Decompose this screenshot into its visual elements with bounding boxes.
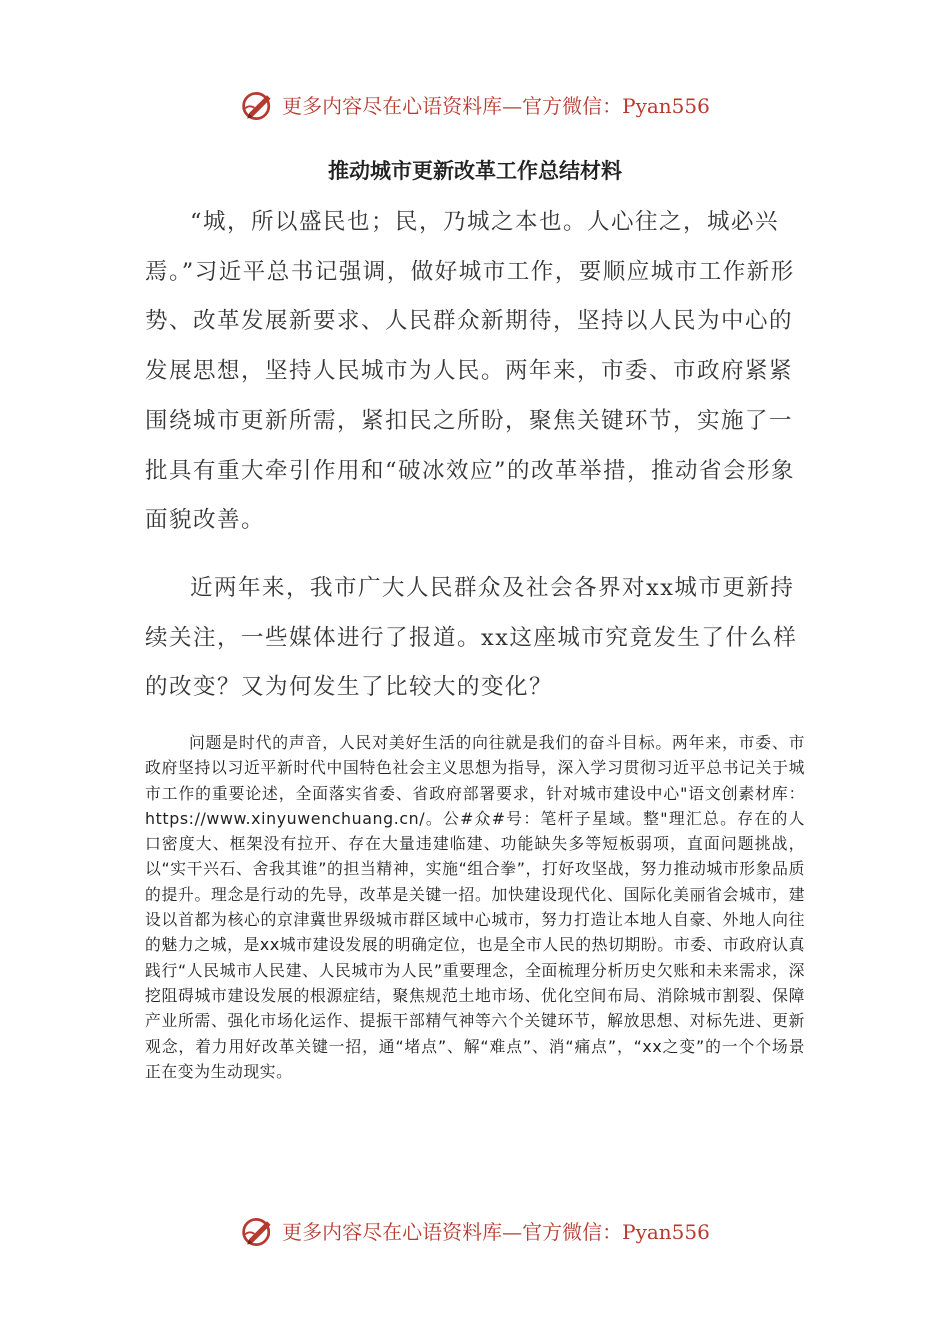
header-banner-id: Pyan556 xyxy=(622,94,710,118)
header-banner xyxy=(0,88,950,124)
paragraph-3: 问题是时代的声音，人民对美好生活的向往就是我们的奋斗目标。两年来，市委、市政府坚持以习近平新时代中国特色社会主义思想为指导，深入学习贯彻习近平总书记关于城市工作的重要论述，全面落实省委、省政府部署要求，针对城市建设中心"语文创素材库：https://www.xinyuwenchuang.cn/。公#众#号：笔杆子星域。整"理汇总。存在的人口密度大、框架没有拉开、存在大量违建临建、功能缺失多等短板弱项，直面问题挑战，以“实干兴石、舍我其谁”的担当精神，实施“组合拳”，打好攻坚战，努力推动城市形象品质的提升。理念是行动的先导，改革是关键一招。加快建设现代化、国际化美丽省会城市，建设以首都为核心的京津冀世界级城市群区域中心城市，努力打造让本地人自豪、外地人向往的魅力之城，是xx城市建设发展的明确定位，也是全市人民的热切期盼。市委、市政府认真践行“人民城市人民建、人民城市为人民”重要理念，全面梳理分析历史欠账和未来需求，深挖阻碍城市建设发展的根源症结，聚焦规范土地市场、优化空间布局、消除城市割裂、保障产业所需、强化市场化运作、提振干部精气神等六个关键环节，解放思想、对标先进、更新观念，着力用好改革关键一招，通“堵点”、解“难点”、消“痛点”，“xx之变”的一个个场景正在变为生动现实。 xyxy=(145,733,805,1081)
pen-logo-icon xyxy=(240,1214,276,1250)
footer-banner xyxy=(0,1214,950,1250)
pen-logo-icon xyxy=(240,88,276,124)
footer-banner-dash: — xyxy=(502,1220,523,1244)
document-title: 推动城市更新改革工作总结材料 xyxy=(328,159,622,183)
header-banner-dash: — xyxy=(502,94,523,118)
paragraph-2: 近两年来，我市广大人民群众及社会各界对xx城市更新持续关注，一些媒体进行了报道。xx这座城市究竟发生了什么样的改变？又为何发生了比较大的变化？ xyxy=(145,575,798,701)
header-banner-text xyxy=(282,94,710,118)
footer-banner-main: 更多内容尽在心语资料库 xyxy=(282,1220,503,1244)
footer-banner-text xyxy=(282,1220,710,1244)
header-banner-main: 更多内容尽在心语资料库 xyxy=(282,94,503,118)
footer-banner-channel: 官方微信： xyxy=(522,1220,623,1244)
header-banner-channel: 官方微信： xyxy=(522,94,623,118)
paragraph-1: “城，所以盛民也；民，乃城之本也。人心往之，城必兴焉。”习近平总书记强调，做好城市工作，要顺应城市工作新形势、改革发展新要求、人民群众新期待，坚持以人民为中心的发展思想，坚持人民城市为人民。两年来，市委、市政府紧紧围绕城市更新所需，紧扣民之所盼，聚焦关键环节，实施了一批具有重大牵引作用和“破冰效应”的改革举措，推动省会形象面貌改善。 xyxy=(145,209,796,534)
footer-banner-id: Pyan556 xyxy=(622,1220,710,1244)
